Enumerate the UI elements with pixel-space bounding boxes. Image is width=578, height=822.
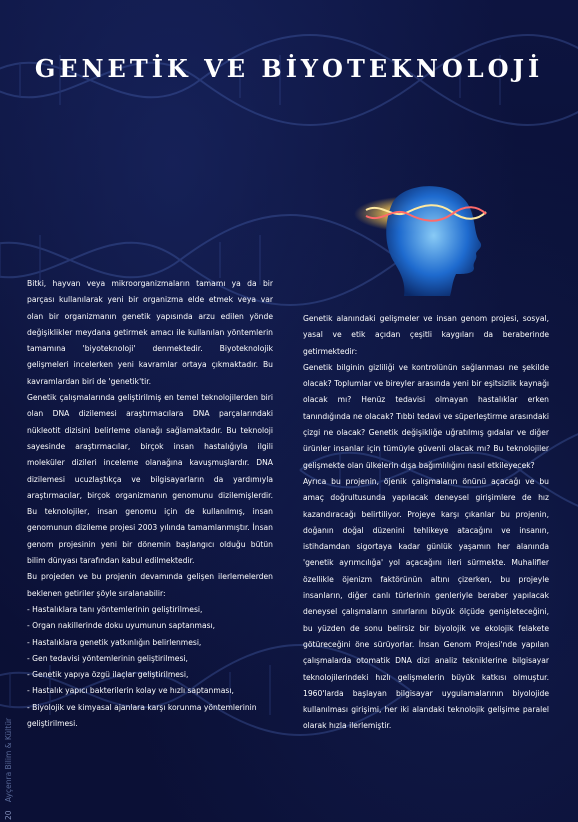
left-column bbox=[27, 276, 273, 732]
magazine-name: Ayçenra Bilim & Kültür bbox=[4, 717, 13, 803]
page-footer bbox=[4, 718, 13, 820]
list-item: - Gen tedavisi yöntemlerinin geliştirilmesi, bbox=[27, 653, 188, 663]
concerns-intro-paragraph: Genetik alanındaki gelişmeler ve insan genom projesi, sosyal, yasal ve etik açıdan çeşitli kaygıları da beraberinde getirmektedir: bbox=[303, 314, 549, 356]
list-item: - Biyolojik ve kimyasal ajanlara karşı korunma yöntemlerinin geliştirilmesi. bbox=[27, 702, 257, 729]
dna-sequencing-paragraph: Genetik çalışmalarında geliştirilmiş en temel teknolojilerden biri olan DNA dizilemesi araştırmacılara DNA parçalarındaki nükleotit dizisini belirleme olanağı sağlamaktadır. Bu teknoloji sayesinde araştırmacılar, birçok insan hastalığıyla ilgili moleküler dizileri inceleme olanağına kavuşmuşlardır. DNA dizilemesi ucuzlaştıkça ve bilgisayarların da yardımıyla araştırmacılar, birçok organizmanın genomunu dizilemişlerdir. Bu teknolojiler, insan genomu için de kullanılmış, insan genomunun dizileme projesi 2003 yılında tamamlanmıştır. İnsan genom projesinin yeni bir dönemin başlangıcı olduğu bütün bilim dünyası tarafından kabul edilmektedir. bbox=[27, 393, 273, 566]
page-title: GENETİK VE BİYOTEKNOLOJİ bbox=[34, 54, 544, 83]
eugenics-paragraph: Ayrıca bu projenin, öjenik çalışmaların önünü açacağı ve bu amaç doğrultusunda yapılacak deneysel girişimlere de hız kazandıracağı belirtiliyor. Projeye karşı çıkanlar bu projenin, doğanın doğal düzenini tehlikeye atacağını ve insanın, istihdamdan sigortaya kadar günlük yaşamın her alanında 'genetik ayrımcılığa' yol açacağını ileri sürmekte. Muhalifler özellikle öjenizm faktörünün altını çizerken, bu projeyle insanların, diğer canlı türlerinin genleriyle beraber yapılacak deneysel çalışmaların sınırlarını büyük ölçüde genişleteceğini, bu yüzden de sonu belirsiz bir biyolojik ve ekolojik felakete götüreceğini öne sürüyorlar. İnsan Genom Projesi'nde yapılan çalışmalarda otomatik DNA dizi analiz tekniklerine bilgisayar teknolojilerindeki hızlı gelişmelerin büyük katkısı olmuştur. 1960'larda başlayan bilgisayar uygulamalarının biyolojide kullanılması girişimi, her iki alandaki teknolojik gelişime paralel olarak hızla ilerlemiştir. bbox=[303, 476, 549, 731]
right-column bbox=[303, 311, 549, 735]
glowing-head-dna-icon bbox=[352, 176, 492, 296]
benefits-intro-paragraph: Bu projeden ve bu projenin devamında gelişen ilerlemelerden beklenen getiriler şöyle sıralanabilir: bbox=[27, 572, 273, 598]
page-number: 20 bbox=[4, 810, 13, 820]
intro-paragraph: Bitki, hayvan veya mikroorganizmaların tamamı ya da bir parçası kullanılarak yeni bir organizma elde etmek veya var olan bir organizmanın genetik yapısında arzu edilen yönde değişiklikler meydana getirmek amacı ile kullanılan yöntemlerin tamamına 'biyoteknoloji' denmektedir. Biyoteknolojik gelişmeleri incelerken yeni kavramlar ortaya çıkmaktadır. Bu kavramlardan biri de 'genetik'tir. bbox=[27, 279, 273, 386]
list-item: - Hastalıklara genetik yatkınlığın belirlenmesi, bbox=[27, 637, 202, 647]
questions-paragraph: Genetik bilginin gizliliği ve kontrolünün sağlanması ne şekilde olacak? Toplumlar ve bireyler arasında yeni bir eşitsizlik kaynağı olacak mı? Henüz tedavisi olmayan hastalıklar erken tanındığında ne olacak? Tıbbi tedavi ve süperleştirme arasındaki çizgi ne olacak? Genetik değişikliğe uğratılmış gıdalar ve diğer ürünler insanlar için tümüyle güvenli olacak mı? Bu teknolojiler gelişmekte olan ülkelerin dışa bağımlılığını nasıl etkileyecek? bbox=[303, 362, 549, 470]
list-item: - Organ nakillerinde doku uyumunun saptanması, bbox=[27, 621, 216, 631]
list-item: - Genetik yapıya özgü ilaçlar geliştirilmesi, bbox=[27, 670, 189, 680]
list-item: - Hastalık yapıcı bakterilerin kolay ve hızlı saptanması, bbox=[27, 686, 234, 696]
list-item: - Hastalıklara tanı yöntemlerinin geliştirilmesi, bbox=[27, 604, 203, 614]
